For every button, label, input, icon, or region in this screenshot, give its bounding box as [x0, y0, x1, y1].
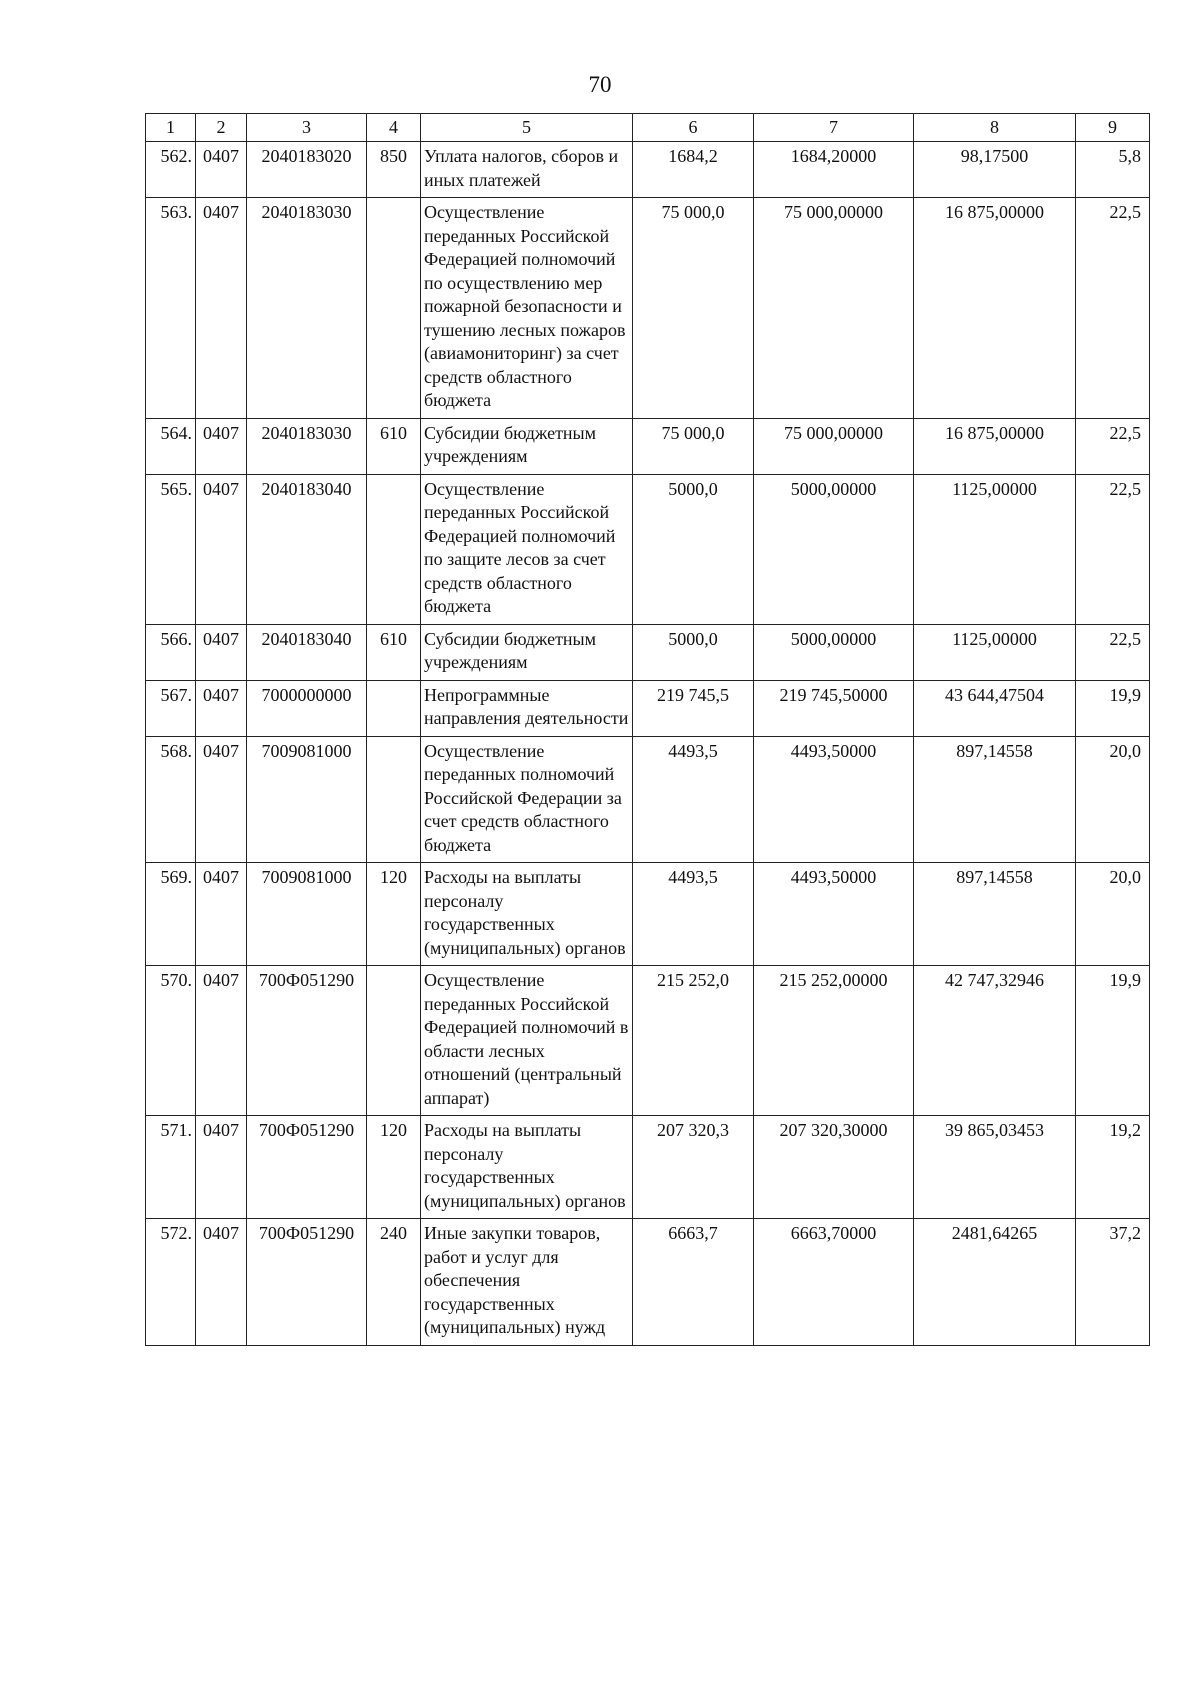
- target-article-cell: 2040183040: [247, 474, 367, 624]
- execution-percent-cell: 37,2: [1076, 1219, 1150, 1346]
- item-name-cell: Субсидии бюджетным учреждениям: [421, 624, 633, 680]
- target-article-cell: 700Ф051290: [247, 1219, 367, 1346]
- plan-amount-cell: 5000,0: [633, 624, 754, 680]
- table-row: [146, 680, 1150, 736]
- table-row: [146, 736, 1150, 863]
- execution-percent-cell: 22,5: [1076, 198, 1150, 419]
- page-number: 70: [588, 72, 612, 97]
- section-code-cell: 0407: [196, 1219, 247, 1346]
- item-name-cell: Уплата налогов, сборов и иных платежей: [421, 142, 633, 198]
- table-row: [146, 142, 1150, 198]
- section-code-cell: 0407: [196, 418, 247, 474]
- table-row: [146, 1116, 1150, 1219]
- expense-type-cell: [367, 474, 421, 624]
- column-header: 7: [754, 114, 914, 142]
- table-row: [146, 624, 1150, 680]
- target-article-cell: 700Ф051290: [247, 966, 367, 1116]
- section-code-cell: 0407: [196, 142, 247, 198]
- executed-amount-cell: 16 875,00000: [914, 198, 1076, 419]
- expense-type-cell: 610: [367, 418, 421, 474]
- item-name-cell: Расходы на выплаты персоналу государственных (муниципальных) органов: [421, 1116, 633, 1219]
- plan-amount-cell: 1684,2: [633, 142, 754, 198]
- section-code-cell: 0407: [196, 624, 247, 680]
- row-number-cell: 562.: [146, 142, 196, 198]
- row-number-cell: 567.: [146, 680, 196, 736]
- item-name-cell: Непрограммные направления деятельности: [421, 680, 633, 736]
- row-number-cell: 570.: [146, 966, 196, 1116]
- limit-amount-cell: 5000,00000: [754, 624, 914, 680]
- row-number-cell: 564.: [146, 418, 196, 474]
- table-row: [146, 1219, 1150, 1346]
- execution-percent-cell: 20,0: [1076, 736, 1150, 863]
- target-article-cell: 2040183040: [247, 624, 367, 680]
- limit-amount-cell: 219 745,50000: [754, 680, 914, 736]
- header-row: [146, 114, 1150, 142]
- executed-amount-cell: 39 865,03453: [914, 1116, 1076, 1219]
- section-code-cell: 0407: [196, 1116, 247, 1219]
- item-name-cell: Иные закупки товаров, работ и услуг для обеспечения государственных (муниципальных) нужд: [421, 1219, 633, 1346]
- row-number-cell: 565.: [146, 474, 196, 624]
- limit-amount-cell: 215 252,00000: [754, 966, 914, 1116]
- execution-percent-cell: 19,9: [1076, 680, 1150, 736]
- table-row: [146, 474, 1150, 624]
- table-row: [146, 418, 1150, 474]
- item-name-cell: Субсидии бюджетным учреждениям: [421, 418, 633, 474]
- row-number-cell: 571.: [146, 1116, 196, 1219]
- execution-percent-cell: 22,5: [1076, 474, 1150, 624]
- column-header: 4: [367, 114, 421, 142]
- expense-type-cell: 120: [367, 1116, 421, 1219]
- expense-type-cell: [367, 736, 421, 863]
- executed-amount-cell: 1125,00000: [914, 474, 1076, 624]
- executed-amount-cell: 2481,64265: [914, 1219, 1076, 1346]
- execution-percent-cell: 22,5: [1076, 624, 1150, 680]
- expense-type-cell: 240: [367, 1219, 421, 1346]
- plan-amount-cell: 75 000,0: [633, 198, 754, 419]
- executed-amount-cell: 897,14558: [914, 736, 1076, 863]
- executed-amount-cell: 897,14558: [914, 863, 1076, 966]
- plan-amount-cell: 75 000,0: [633, 418, 754, 474]
- column-header: 5: [421, 114, 633, 142]
- executed-amount-cell: 42 747,32946: [914, 966, 1076, 1116]
- executed-amount-cell: 43 644,47504: [914, 680, 1076, 736]
- column-header: 1: [146, 114, 196, 142]
- limit-amount-cell: 4493,50000: [754, 736, 914, 863]
- table-row: [146, 198, 1150, 419]
- budget-table: [145, 113, 1150, 1346]
- executed-amount-cell: 1125,00000: [914, 624, 1076, 680]
- target-article-cell: 7009081000: [247, 863, 367, 966]
- section-code-cell: 0407: [196, 474, 247, 624]
- item-name-cell: Осуществление переданных Российской Федерацией полномочий в области лесных отношений (центральный аппарат): [421, 966, 633, 1116]
- column-header: 3: [247, 114, 367, 142]
- row-number-cell: 566.: [146, 624, 196, 680]
- execution-percent-cell: 19,9: [1076, 966, 1150, 1116]
- limit-amount-cell: 207 320,30000: [754, 1116, 914, 1219]
- plan-amount-cell: 5000,0: [633, 474, 754, 624]
- execution-percent-cell: 5,8: [1076, 142, 1150, 198]
- limit-amount-cell: 6663,70000: [754, 1219, 914, 1346]
- execution-percent-cell: 20,0: [1076, 863, 1150, 966]
- target-article-cell: 7009081000: [247, 736, 367, 863]
- expense-type-cell: [367, 966, 421, 1116]
- plan-amount-cell: 215 252,0: [633, 966, 754, 1116]
- expense-type-cell: 610: [367, 624, 421, 680]
- plan-amount-cell: 207 320,3: [633, 1116, 754, 1219]
- limit-amount-cell: 1684,20000: [754, 142, 914, 198]
- column-header: 8: [914, 114, 1076, 142]
- target-article-cell: 2040183030: [247, 418, 367, 474]
- section-code-cell: 0407: [196, 863, 247, 966]
- row-number-cell: 569.: [146, 863, 196, 966]
- plan-amount-cell: 6663,7: [633, 1219, 754, 1346]
- column-header: 6: [633, 114, 754, 142]
- table-body: [146, 142, 1150, 1346]
- item-name-cell: Осуществление переданных Российской Федерацией полномочий по защите лесов за счет средств областного бюджета: [421, 474, 633, 624]
- item-name-cell: Расходы на выплаты персоналу государственных (муниципальных) органов: [421, 863, 633, 966]
- item-name-cell: Осуществление переданных полномочий Российской Федерации за счет средств областного бюджета: [421, 736, 633, 863]
- column-header: 9: [1076, 114, 1150, 142]
- expense-type-cell: 120: [367, 863, 421, 966]
- executed-amount-cell: 98,17500: [914, 142, 1076, 198]
- column-header: 2: [196, 114, 247, 142]
- section-code-cell: 0407: [196, 198, 247, 419]
- plan-amount-cell: 219 745,5: [633, 680, 754, 736]
- plan-amount-cell: 4493,5: [633, 736, 754, 863]
- item-name-cell: Осуществление переданных Российской Федерацией полномочий по осуществлению мер пожарной безопасности и тушению лесных пожаров (авиамониторинг) за счет средств областного бюджета: [421, 198, 633, 419]
- row-number-cell: 563.: [146, 198, 196, 419]
- execution-percent-cell: 22,5: [1076, 418, 1150, 474]
- expense-type-cell: 850: [367, 142, 421, 198]
- limit-amount-cell: 4493,50000: [754, 863, 914, 966]
- target-article-cell: 2040183030: [247, 198, 367, 419]
- expense-type-cell: [367, 680, 421, 736]
- limit-amount-cell: 5000,00000: [754, 474, 914, 624]
- row-number-cell: 568.: [146, 736, 196, 863]
- execution-percent-cell: 19,2: [1076, 1116, 1150, 1219]
- target-article-cell: 2040183020: [247, 142, 367, 198]
- limit-amount-cell: 75 000,00000: [754, 198, 914, 419]
- expense-type-cell: [367, 198, 421, 419]
- target-article-cell: 7000000000: [247, 680, 367, 736]
- section-code-cell: 0407: [196, 966, 247, 1116]
- section-code-cell: 0407: [196, 736, 247, 863]
- table-row: [146, 966, 1150, 1116]
- executed-amount-cell: 16 875,00000: [914, 418, 1076, 474]
- limit-amount-cell: 75 000,00000: [754, 418, 914, 474]
- target-article-cell: 700Ф051290: [247, 1116, 367, 1219]
- row-number-cell: 572.: [146, 1219, 196, 1346]
- section-code-cell: 0407: [196, 680, 247, 736]
- table-row: [146, 863, 1150, 966]
- plan-amount-cell: 4493,5: [633, 863, 754, 966]
